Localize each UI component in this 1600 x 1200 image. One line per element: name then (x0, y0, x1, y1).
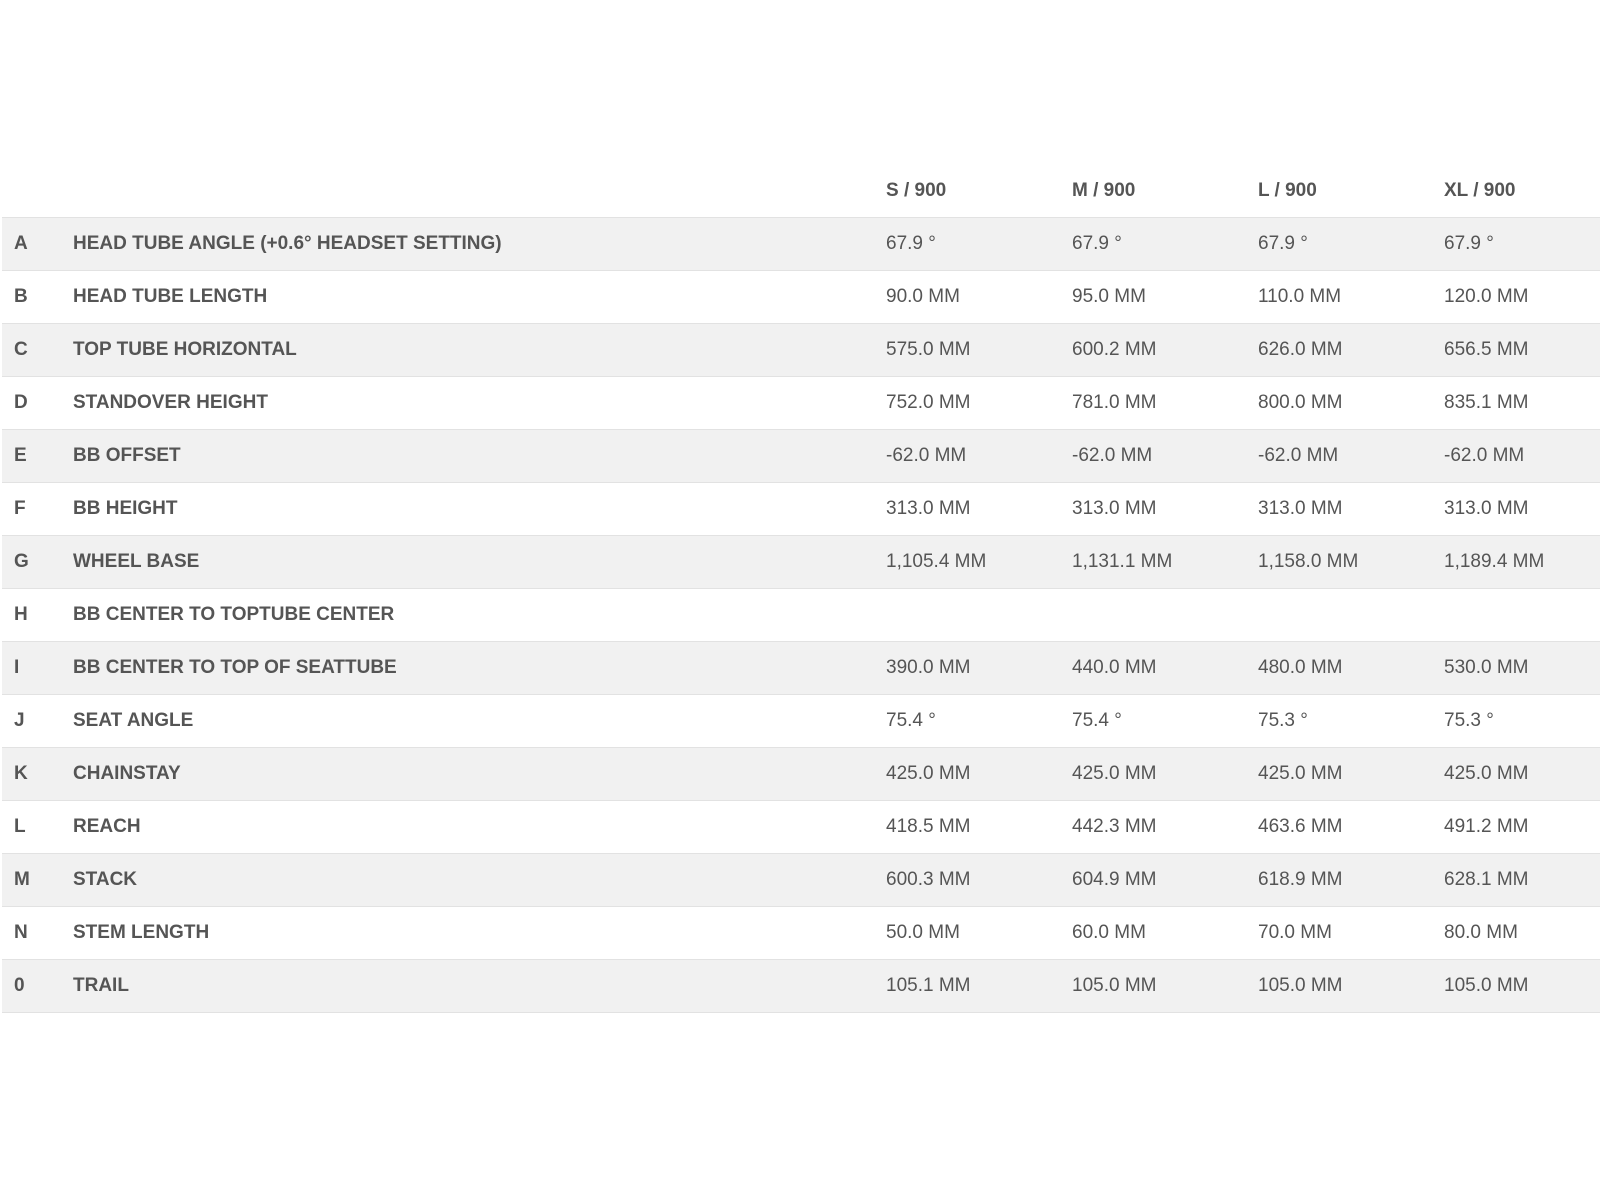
row-label: STANDOVER HEIGHT (73, 391, 268, 413)
value-cell-l: 75.3 ° (1258, 709, 1308, 731)
value-cell-s: 313.0 MM (886, 497, 971, 519)
row-letter: A (14, 232, 28, 254)
value-cell-l: 70.0 MM (1258, 921, 1332, 943)
value-cell-m: 67.9 ° (1072, 232, 1122, 254)
value-cell-l: 110.0 MM (1258, 285, 1342, 307)
header-row (2, 166, 1600, 217)
row-letter: L (14, 815, 26, 837)
value-cell-s: -62.0 MM (886, 444, 967, 466)
value-cell-l: 105.0 MM (1258, 974, 1343, 996)
header-label-blank (60, 166, 856, 217)
value-cell-l: 626.0 MM (1258, 338, 1343, 360)
value-cell-s: 90.0 MM (886, 285, 960, 307)
row-letter: N (14, 921, 28, 943)
row-letter: H (14, 603, 28, 625)
value-cell-xl (1414, 588, 1600, 641)
value-cell-xl: 75.3 ° (1444, 709, 1494, 731)
value-cell-m: 1,131.1 MM (1072, 550, 1173, 572)
value-cell-l: 618.9 MM (1258, 868, 1343, 890)
table-row (2, 429, 1600, 482)
size-header-xl: XL / 900 (1444, 180, 1516, 202)
table-row (2, 641, 1600, 694)
row-label: STEM LENGTH (73, 921, 210, 943)
table-row (2, 694, 1600, 747)
value-cell-l: 800.0 MM (1258, 391, 1343, 413)
row-label: CHAINSTAY (73, 762, 181, 784)
value-cell-s: 105.1 MM (886, 974, 971, 996)
value-cell-xl: 313.0 MM (1444, 497, 1529, 519)
value-cell-xl: 491.2 MM (1444, 815, 1529, 837)
table-row (2, 959, 1600, 1012)
value-cell-s: 1,105.4 MM (886, 550, 987, 572)
table-row (2, 323, 1600, 376)
value-cell-m: 440.0 MM (1072, 656, 1157, 678)
value-cell-m: 781.0 MM (1072, 391, 1157, 413)
geometry-table (2, 166, 1600, 1013)
row-label: BB HEIGHT (73, 497, 178, 519)
value-cell-s: 75.4 ° (886, 709, 936, 731)
value-cell-m: 95.0 MM (1072, 285, 1146, 307)
table-row (2, 482, 1600, 535)
row-letter: F (14, 497, 26, 519)
row-letter: D (14, 391, 28, 413)
value-cell-xl: 628.1 MM (1444, 868, 1529, 890)
value-cell-xl: 1,189.4 MM (1444, 550, 1545, 572)
geometry-table-header (2, 166, 1600, 217)
row-letter: K (14, 762, 28, 784)
row-label: TRAIL (73, 974, 129, 996)
row-letter: M (14, 868, 30, 890)
row-label: WHEEL BASE (73, 550, 200, 572)
value-cell-m: 105.0 MM (1072, 974, 1157, 996)
row-label: TOP TUBE HORIZONTAL (73, 338, 297, 360)
value-cell-l: 425.0 MM (1258, 762, 1343, 784)
value-cell-xl: 835.1 MM (1444, 391, 1529, 413)
value-cell-xl: -62.0 MM (1444, 444, 1525, 466)
value-cell-xl: 105.0 MM (1444, 974, 1529, 996)
table-row (2, 270, 1600, 323)
value-cell-l: 67.9 ° (1258, 232, 1308, 254)
table-row (2, 535, 1600, 588)
value-cell-xl: 425.0 MM (1444, 762, 1529, 784)
row-label: BB CENTER TO TOPTUBE CENTER (73, 603, 395, 625)
header-letter-blank (2, 166, 60, 217)
row-label: BB CENTER TO TOP OF SEATTUBE (73, 656, 397, 678)
value-cell-s (856, 588, 1042, 641)
value-cell-m: 442.3 MM (1072, 815, 1157, 837)
value-cell-s: 50.0 MM (886, 921, 960, 943)
row-letter: I (14, 656, 20, 678)
size-header-m: M / 900 (1072, 180, 1136, 202)
table-row (2, 906, 1600, 959)
table-row (2, 217, 1600, 270)
row-label: HEAD TUBE ANGLE (+0.6° HEADSET SETTING) (73, 232, 502, 254)
value-cell-xl: 120.0 MM (1444, 285, 1529, 307)
value-cell-l (1228, 588, 1414, 641)
value-cell-m: 600.2 MM (1072, 338, 1157, 360)
value-cell-l: 463.6 MM (1258, 815, 1343, 837)
table-row (2, 588, 1600, 641)
table-row (2, 747, 1600, 800)
geometry-table-body (2, 217, 1600, 1012)
row-label: BB OFFSET (73, 444, 181, 466)
table-row (2, 800, 1600, 853)
value-cell-xl: 67.9 ° (1444, 232, 1494, 254)
value-cell-s: 575.0 MM (886, 338, 971, 360)
size-header-s: S / 900 (886, 180, 947, 202)
value-cell-xl: 656.5 MM (1444, 338, 1529, 360)
row-letter: B (14, 285, 28, 307)
row-letter: 0 (14, 974, 25, 996)
value-cell-s: 752.0 MM (886, 391, 971, 413)
value-cell-l: 313.0 MM (1258, 497, 1343, 519)
row-letter: E (14, 444, 27, 466)
row-letter: G (14, 550, 29, 572)
value-cell-s: 425.0 MM (886, 762, 971, 784)
value-cell-xl: 80.0 MM (1444, 921, 1518, 943)
value-cell-l: 480.0 MM (1258, 656, 1343, 678)
value-cell-m (1042, 588, 1228, 641)
value-cell-s: 418.5 MM (886, 815, 971, 837)
table-row (2, 376, 1600, 429)
value-cell-m: 313.0 MM (1072, 497, 1157, 519)
row-letter: C (14, 338, 28, 360)
value-cell-l: -62.0 MM (1258, 444, 1339, 466)
value-cell-m: 75.4 ° (1072, 709, 1122, 731)
row-label: SEAT ANGLE (73, 709, 194, 731)
row-label: STACK (73, 868, 138, 890)
value-cell-l: 1,158.0 MM (1258, 550, 1359, 572)
value-cell-m: 425.0 MM (1072, 762, 1157, 784)
row-label: HEAD TUBE LENGTH (73, 285, 268, 307)
row-label: REACH (73, 815, 141, 837)
value-cell-m: 604.9 MM (1072, 868, 1157, 890)
table-row (2, 853, 1600, 906)
size-header-l: L / 900 (1258, 180, 1317, 202)
value-cell-s: 600.3 MM (886, 868, 971, 890)
value-cell-m: -62.0 MM (1072, 444, 1153, 466)
value-cell-m: 60.0 MM (1072, 921, 1146, 943)
row-letter: J (14, 709, 25, 731)
value-cell-s: 67.9 ° (886, 232, 936, 254)
value-cell-xl: 530.0 MM (1444, 656, 1529, 678)
value-cell-s: 390.0 MM (886, 656, 971, 678)
